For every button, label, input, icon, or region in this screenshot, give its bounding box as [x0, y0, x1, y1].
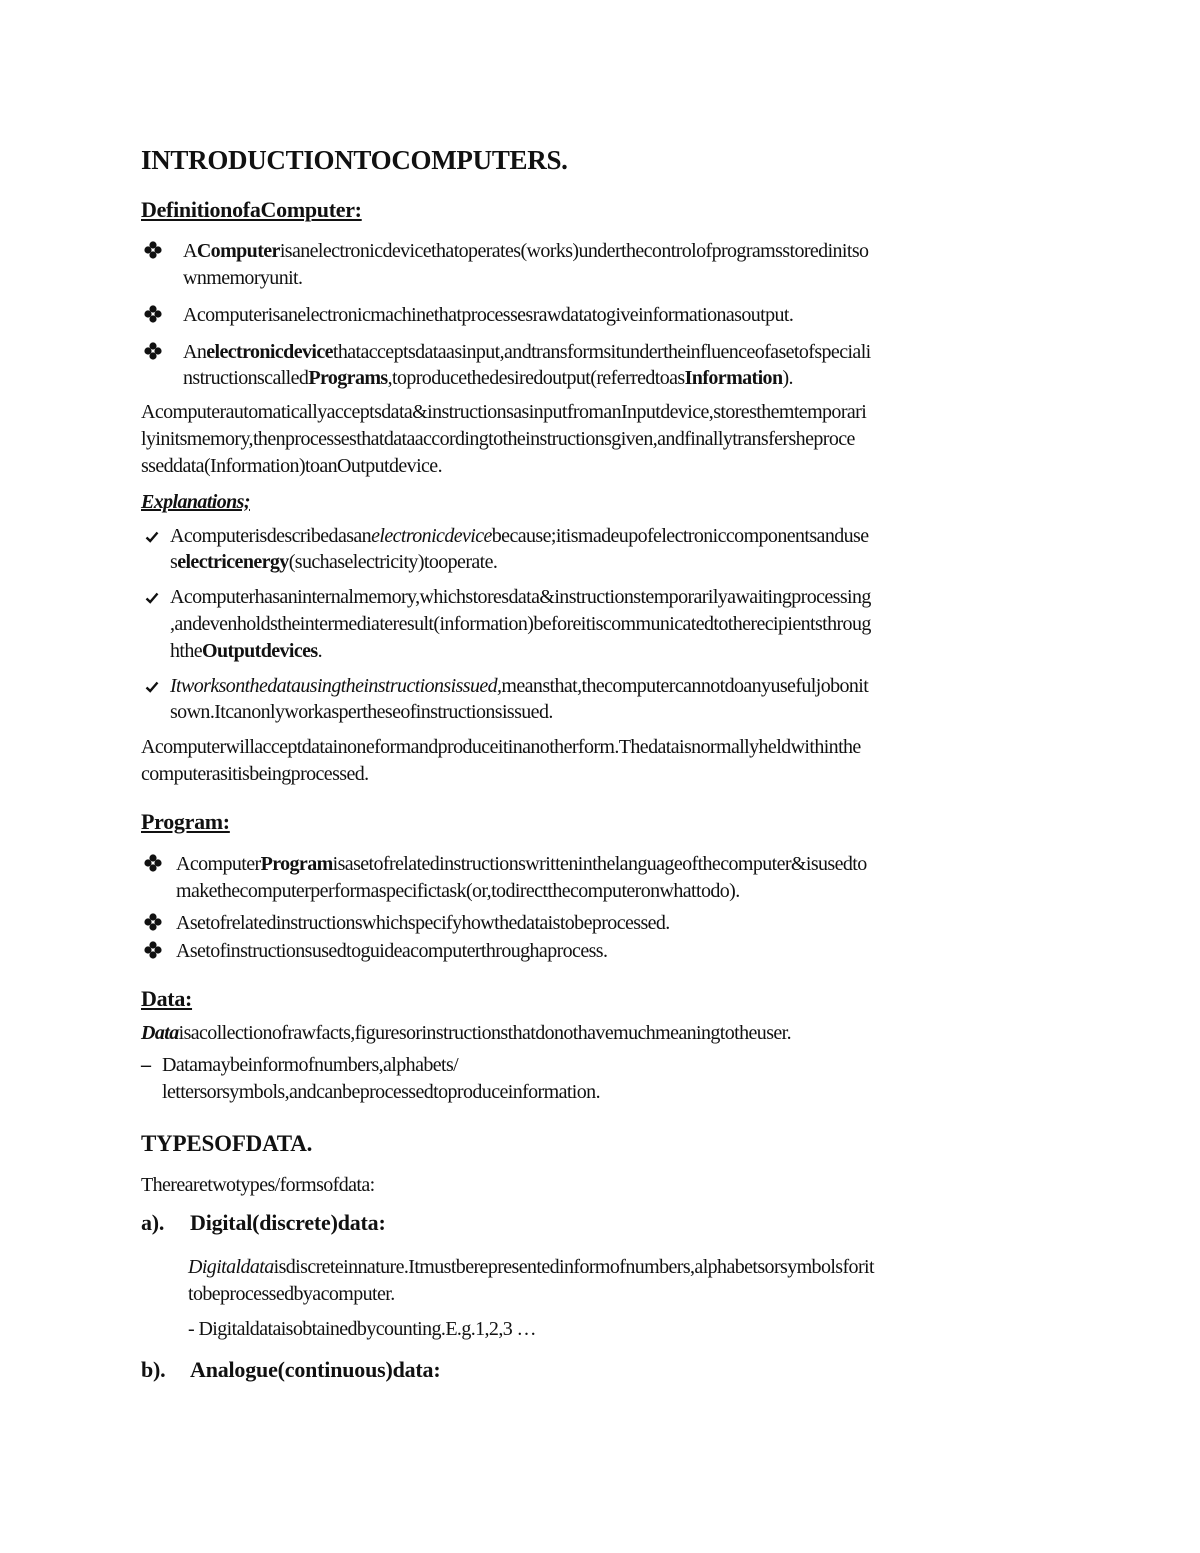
- program-bullet-1-line-2: makethecomputerperformaspecifictask(or,todirectthecomputeronwhattodo).: [176, 880, 740, 902]
- definition-paragraph-line-1: Acomputerautomaticallyacceptsdata&instructionsasinputfromanInputdevice,storesthemtemporari: [141, 401, 867, 423]
- diamond-bullet-icon: [144, 854, 162, 872]
- explanation-1-line-2: selectricenergy(suchaselectricity)tooperate.: [170, 551, 498, 573]
- data-dash-item-line-1: Datamaybeinformofnumbers,alphabets/: [162, 1054, 459, 1076]
- type-b-heading: Analogue(continuous)data:: [190, 1357, 441, 1382]
- explanation-1-line-1: Acomputerisdescribedasanelectronicdevicebecause;itismadeupofelectroniccomponentsanduse: [170, 525, 869, 547]
- diamond-bullet-icon: [144, 913, 162, 931]
- program-heading: Program:: [141, 809, 230, 834]
- definition-paragraph-line-3: sseddata(Information)toanOutputdevice.: [141, 455, 442, 477]
- dash-marker: –: [141, 1054, 151, 1076]
- type-a-line-2: tobeprocessedbyacomputer.: [188, 1283, 395, 1305]
- type-a-line-3: - Digitaldataisobtainedbycounting.E.g.1,2,3 …: [188, 1318, 536, 1340]
- diamond-bullet-icon: [144, 305, 162, 323]
- type-a-heading: Digital(discrete)data:: [190, 1210, 386, 1235]
- data-dash-item-line-2: lettersorsymbols,andcanbeprocessedtoproduceinformation.: [162, 1081, 600, 1103]
- explanation-2-line-3: htheOutputdevices.: [170, 640, 322, 662]
- diamond-bullet-icon: [144, 342, 162, 360]
- explanation-3-line-1: Itworksonthedatausingtheinstructionsissued,meansthat,thecomputercannotdoanyusefuljobonit: [170, 675, 869, 697]
- checkmark-icon: [145, 680, 159, 694]
- data-definition: Dataisacollectionofrawfacts,figuresorinstructionsthatdonothavemuchmeaningtotheuser.: [141, 1022, 792, 1044]
- explanations-paragraph-line-1: Acomputerwillacceptdatainoneformandproduceitinanotherform.Thedataisnormallyheldwithinthe: [141, 736, 861, 758]
- type-a-line-1: Digitaldataisdiscreteinnature.Itmustberepresentedinformofnumbers,alphabetsorsymbolsforit: [188, 1256, 874, 1278]
- definition-bullet-2: Acomputerisanelectronicmachinethatprocessesrawdatatogiveinformationasoutput.: [183, 304, 794, 326]
- definition-bullet-3-line-2: nstructionscalledPrograms,toproducethedesiredoutput(referredtoasInformation).: [183, 367, 793, 389]
- types-intro: Therearetwotypes/formsofdata:: [141, 1174, 375, 1196]
- definition-heading: DefinitionofaComputer:: [141, 197, 362, 222]
- type-b-label: b).: [141, 1357, 166, 1382]
- definition-bullet-1-line-1: AComputerisanelectronicdevicethatoperates(works)underthecontrolofprogramsstoredinitso: [183, 240, 869, 262]
- checkmark-icon: [145, 591, 159, 605]
- explanation-2-line-2: ,andevenholdstheintermediateresult(information)beforeitiscommunicatedtotherecipientsthroug: [170, 613, 871, 635]
- types-heading: TYPESOFDATA.: [141, 1131, 313, 1156]
- explanation-2-line-1: Acomputerhasaninternalmemory,whichstoresdata&instructionstemporarilyawaitingprocessing: [170, 586, 871, 608]
- explanations-heading: Explanations;: [141, 491, 250, 513]
- diamond-bullet-icon: [144, 241, 162, 259]
- definition-bullet-3-line-1: Anelectronicdevicethatacceptsdataasinput,andtransformsitundertheinfluenceofasetofspeciali: [183, 341, 871, 363]
- definition-bullet-1-line-2: wnmemoryunit.: [183, 267, 303, 289]
- program-bullet-1-line-1: AcomputerProgramisasetofrelatedinstructionswritteninthelanguageofthecomputer&isusedto: [176, 853, 867, 875]
- data-heading: Data:: [141, 986, 193, 1011]
- checkmark-icon: [145, 530, 159, 544]
- explanations-paragraph-line-2: computerasitisbeingprocessed.: [141, 763, 369, 785]
- diamond-bullet-icon: [144, 941, 162, 959]
- type-a-label: a).: [141, 1210, 165, 1235]
- definition-paragraph-line-2: lyinitsmemory,thenprocessesthatdataaccordingtotheinstructionsgiven,andfinallytransfersheproce: [141, 428, 855, 450]
- explanation-3-line-2: sown.Itcanonlyworkaspertheseofinstructionsissued.: [170, 701, 553, 723]
- program-bullet-3: Asetofinstructionsusedtoguideacomputerthroughaprocess.: [176, 940, 608, 962]
- page-title: INTRODUCTIONTOCOMPUTERS.: [141, 145, 568, 175]
- program-bullet-2: Asetofrelatedinstructionswhichspecifyhowthedataistobeprocessed.: [176, 912, 670, 934]
